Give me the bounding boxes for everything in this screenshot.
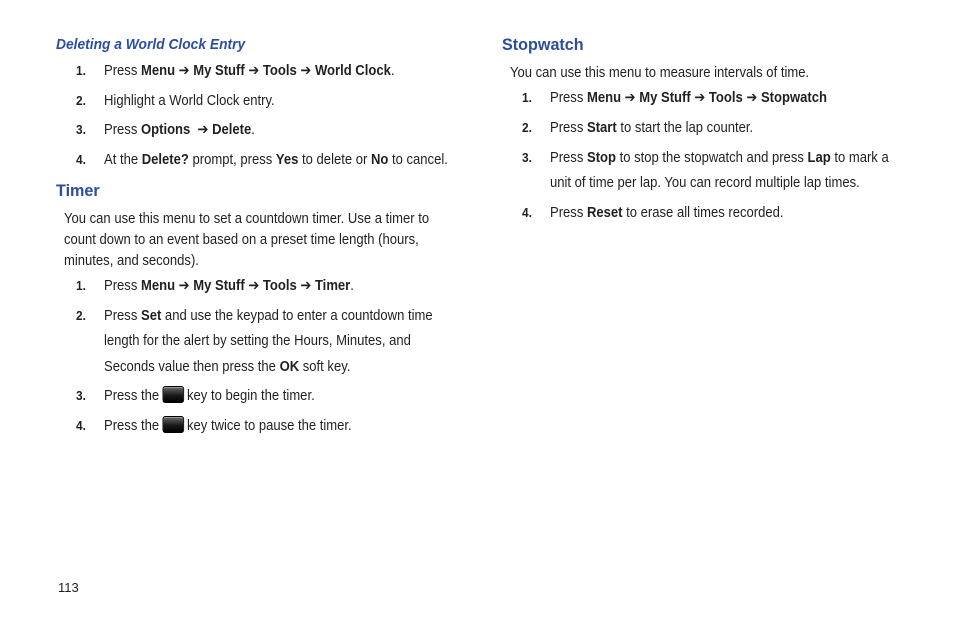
world-clock-delete-heading: Deleting a World Clock Entry [56, 36, 246, 53]
page-number: 113 [58, 580, 79, 595]
end-key-icon [163, 416, 185, 433]
stopwatch-intro: You can use this menu to measure intervals of time. [510, 65, 810, 81]
end-key-icon [163, 386, 185, 403]
stopwatch-heading: Stopwatch [502, 35, 584, 54]
timer-heading: Timer [56, 181, 100, 200]
timer-intro: You can use this menu to set a countdown timer. Use a timer to count down to an event based on a preset time length (hours, minutes, and seconds). [64, 211, 430, 269]
